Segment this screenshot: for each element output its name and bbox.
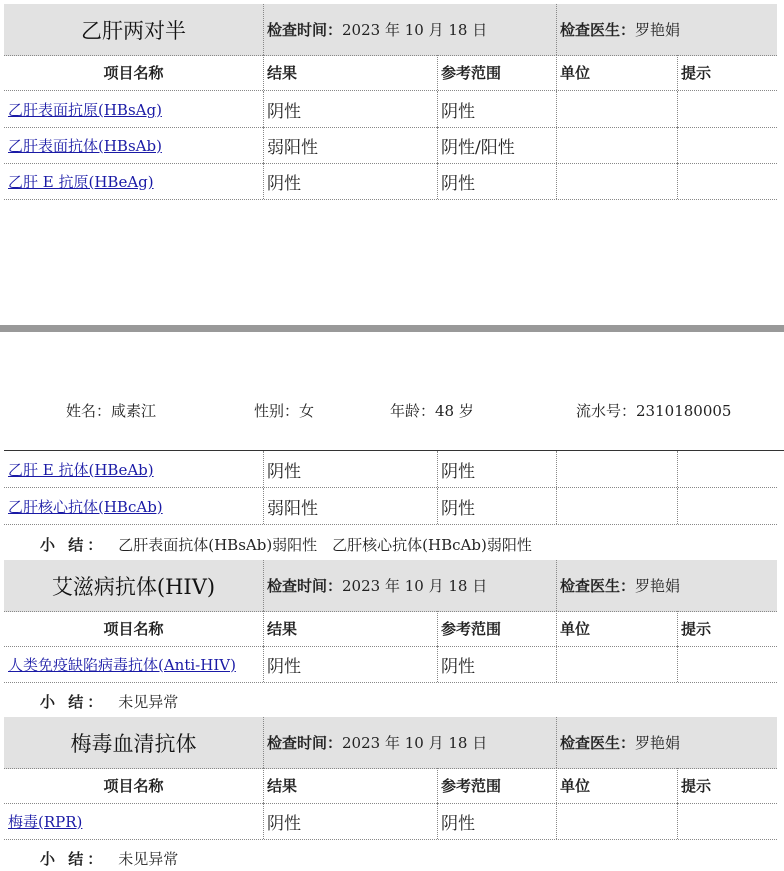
summary-label: 小 结： bbox=[40, 850, 107, 868]
col-ref: 参考范围 bbox=[437, 768, 556, 803]
item-link[interactable]: 乙肝 E 抗体(HBeAb) bbox=[8, 460, 154, 479]
ref-value: 阴性 bbox=[437, 163, 556, 199]
col-name: 项目名称 bbox=[103, 64, 164, 82]
table-row bbox=[4, 451, 777, 488]
ref-value: 阴性 bbox=[437, 646, 556, 682]
summary-text: 未见异常 bbox=[118, 850, 179, 868]
page-divider bbox=[0, 325, 784, 332]
hint-cell bbox=[677, 451, 777, 487]
result-value: 阴性 bbox=[263, 451, 437, 487]
section-header-hbv bbox=[4, 4, 777, 56]
patient-sex-value: 女 bbox=[299, 402, 315, 420]
item-link[interactable]: 人类免疫缺陷病毒抗体(Anti-HIV) bbox=[8, 655, 236, 674]
column-header-row bbox=[4, 768, 777, 804]
table-row bbox=[4, 91, 777, 128]
ref-value: 阴性/阳性 bbox=[437, 127, 556, 163]
hint-cell bbox=[677, 91, 777, 127]
item-link[interactable]: 乙肝 E 抗原(HBeAg) bbox=[8, 172, 154, 191]
ref-value: 阴性 bbox=[437, 488, 556, 524]
summary-text: 乙肝表面抗体(HBsAb)弱阳性 乙肝核心抗体(HBcAb)弱阳性 bbox=[118, 536, 532, 554]
item-link[interactable]: 乙肝核心抗体(HBcAb) bbox=[8, 497, 163, 516]
col-hint: 提示 bbox=[677, 611, 777, 646]
col-unit: 单位 bbox=[556, 768, 677, 803]
col-name: 项目名称 bbox=[103, 777, 164, 795]
exam-time-value: 2023 年 10 月 18 日 bbox=[342, 734, 488, 752]
col-name: 项目名称 bbox=[103, 620, 164, 638]
section-summary bbox=[40, 691, 178, 712]
column-header-row bbox=[4, 611, 777, 647]
col-hint: 提示 bbox=[677, 768, 777, 803]
result-value: 弱阳性 bbox=[263, 127, 437, 163]
unit-cell bbox=[556, 127, 677, 163]
hint-cell bbox=[677, 646, 777, 682]
exam-doctor-value: 罗艳娟 bbox=[635, 734, 681, 752]
table-row bbox=[4, 127, 777, 164]
hint-cell bbox=[677, 488, 777, 524]
section-header-rpr bbox=[4, 717, 777, 769]
patient-serial-label: 流水号： bbox=[576, 402, 637, 420]
exam-doctor bbox=[556, 4, 777, 55]
unit-cell bbox=[556, 488, 677, 524]
section-title: 梅毒血清抗体 bbox=[70, 731, 197, 756]
exam-time-value: 2023 年 10 月 18 日 bbox=[342, 577, 488, 595]
hint-cell bbox=[677, 127, 777, 163]
section-title: 艾滋病抗体(HIV) bbox=[51, 574, 216, 599]
result-value: 阴性 bbox=[263, 646, 437, 682]
patient-sex bbox=[254, 400, 314, 421]
exam-time bbox=[263, 4, 556, 55]
unit-cell bbox=[556, 646, 677, 682]
patient-name-label: 姓名： bbox=[66, 402, 112, 420]
exam-doctor-value: 罗艳娟 bbox=[635, 21, 681, 39]
exam-time-label: 检查时间： bbox=[267, 577, 343, 595]
patient-name-value: 咸素江 bbox=[111, 402, 157, 420]
col-result: 结果 bbox=[263, 768, 437, 803]
table-row bbox=[4, 488, 777, 525]
patient-serial-value: 2310180005 bbox=[636, 402, 732, 420]
summary-label: 小 结： bbox=[40, 693, 107, 711]
table-row bbox=[4, 163, 777, 200]
patient-name bbox=[66, 400, 156, 421]
col-result: 结果 bbox=[263, 55, 437, 90]
patient-age-value: 48 岁 bbox=[435, 402, 474, 420]
exam-doctor-label: 检查医生： bbox=[560, 577, 636, 595]
exam-doctor-label: 检查医生： bbox=[560, 734, 636, 752]
patient-age-label: 年龄： bbox=[390, 402, 436, 420]
exam-time-value: 2023 年 10 月 18 日 bbox=[342, 21, 488, 39]
item-link[interactable]: 梅毒(RPR) bbox=[8, 812, 83, 831]
hint-cell bbox=[677, 163, 777, 199]
col-result: 结果 bbox=[263, 611, 437, 646]
ref-value: 阴性 bbox=[437, 451, 556, 487]
section-header-hiv bbox=[4, 560, 777, 612]
col-unit: 单位 bbox=[556, 55, 677, 90]
section-title: 乙肝两对半 bbox=[81, 18, 186, 43]
unit-cell bbox=[556, 91, 677, 127]
result-value: 阴性 bbox=[263, 91, 437, 127]
col-unit: 单位 bbox=[556, 611, 677, 646]
table-row bbox=[4, 803, 777, 840]
summary-text: 未见异常 bbox=[118, 693, 179, 711]
exam-time-label: 检查时间： bbox=[267, 21, 343, 39]
hint-cell bbox=[677, 803, 777, 839]
col-ref: 参考范围 bbox=[437, 611, 556, 646]
unit-cell bbox=[556, 803, 677, 839]
ref-value: 阴性 bbox=[437, 91, 556, 127]
section-summary bbox=[40, 534, 532, 555]
summary-label: 小 结： bbox=[40, 536, 107, 554]
col-hint: 提示 bbox=[677, 55, 777, 90]
result-value: 弱阳性 bbox=[263, 488, 437, 524]
exam-doctor bbox=[556, 717, 777, 768]
item-link[interactable]: 乙肝表面抗体(HBsAb) bbox=[8, 136, 162, 155]
unit-cell bbox=[556, 451, 677, 487]
section-summary bbox=[40, 848, 178, 869]
exam-doctor-value: 罗艳娟 bbox=[635, 577, 681, 595]
result-value: 阴性 bbox=[263, 163, 437, 199]
exam-doctor bbox=[556, 560, 777, 611]
unit-cell bbox=[556, 163, 677, 199]
patient-sex-label: 性别： bbox=[254, 402, 300, 420]
column-header-row bbox=[4, 55, 777, 91]
exam-doctor-label: 检查医生： bbox=[560, 21, 636, 39]
exam-time bbox=[263, 717, 556, 768]
table-row bbox=[4, 646, 777, 683]
exam-time-label: 检查时间： bbox=[267, 734, 343, 752]
item-link[interactable]: 乙肝表面抗原(HBsAg) bbox=[8, 100, 162, 119]
exam-time bbox=[263, 560, 556, 611]
ref-value: 阴性 bbox=[437, 803, 556, 839]
patient-serial bbox=[576, 400, 731, 421]
patient-age bbox=[390, 400, 474, 421]
col-ref: 参考范围 bbox=[437, 55, 556, 90]
result-value: 阴性 bbox=[263, 803, 437, 839]
